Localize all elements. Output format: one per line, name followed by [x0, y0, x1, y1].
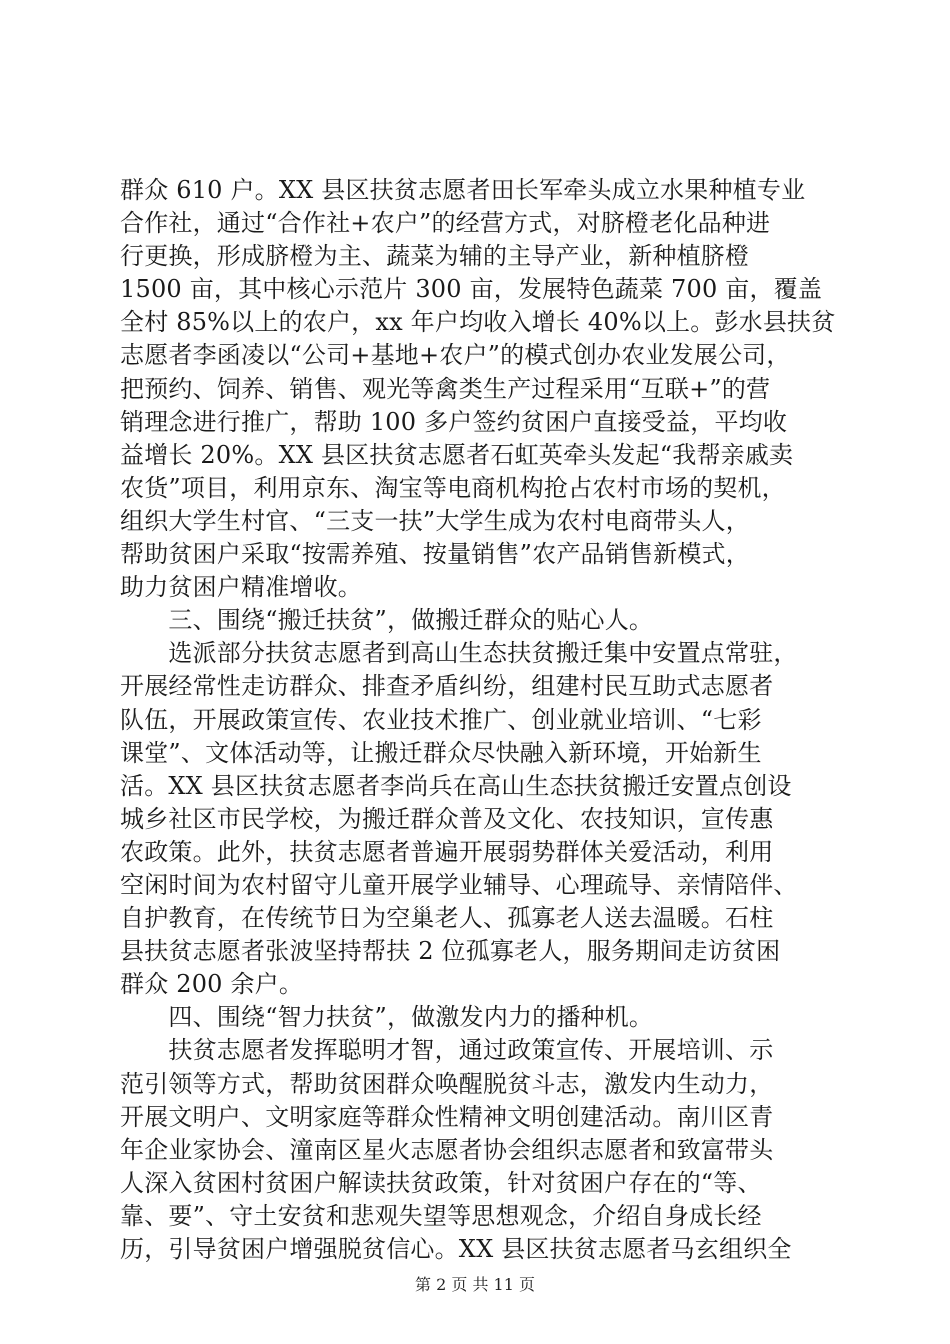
body-line: 群众 200 余户。 [120, 970, 304, 999]
body-line: 开展文明户、文明家庭等群众性精神文明创建活动。南川区青 [120, 1102, 774, 1131]
body-line: 助力贫困户精准增收。 [120, 573, 362, 602]
section-heading: 四、围绕“智力扶贫”，做激发内力的播种机。 [120, 1003, 654, 1032]
page-footer [0, 1272, 950, 1295]
body-line: 益增长 20%。XX 县区扶贫志愿者石虹英牵头发起“我帮亲戚卖 [120, 440, 794, 469]
body-line: 合作社，通过“合作社+农户”的经营方式，对脐橙老化品种进 [120, 209, 771, 238]
page-number: 第 2 页 共 11 页 [415, 1275, 535, 1294]
document-body [120, 174, 840, 1266]
body-line: 全村 85%以上的农户，xx 年户均收入增长 40%以上。彭水县扶贫 [120, 308, 836, 337]
body-line: 活。XX 县区扶贫志愿者李尚兵在高山生态扶贫搬迁安置点创设 [120, 771, 792, 800]
body-line: 县扶贫志愿者张波坚持帮扶 2 位孤寡老人，服务期间走访贫困 [120, 937, 781, 966]
body-line: 靠、要”、守土安贫和悲观失望等思想观念，介绍自身成长经 [120, 1201, 762, 1230]
body-line: 人深入贫困村贫困户解读扶贫政策，针对贫困户存在的“等、 [120, 1168, 762, 1197]
body-line: 群众 610 户。XX 县区扶贫志愿者田长军牵头成立水果种植专业 [120, 176, 806, 204]
body-line: 年企业家协会、潼南区星火志愿者协会组织志愿者和致富带头 [120, 1135, 774, 1164]
body-line: 选派部分扶贫志愿者到高山生态扶贫搬迁集中安置点常驻， [120, 639, 798, 668]
body-line: 帮助贫困户采取“按需养殖、按量销售”农产品销售新模式， [120, 540, 750, 569]
body-line: 范引领等方式，帮助贫困群众唤醒脱贫斗志，激发内生动力， [120, 1069, 774, 1098]
body-line: 志愿者李函凌以“公司+基地+农户”的模式创办农业发展公司， [120, 341, 791, 370]
body-line: 开展经常性走访群众、排查矛盾纠纷，组建村民互助式志愿者 [120, 672, 774, 701]
body-line: 城乡社区市民学校，为搬迁群众普及文化、农技知识，宣传惠 [120, 804, 774, 833]
body-line: 课堂”、文体活动等，让搬迁群众尽快融入新环境，开始新生 [120, 738, 762, 767]
body-line: 自护教育，在传统节日为空巢老人、孤寡老人送去温暖。石柱 [120, 904, 774, 933]
body-line: 把预约、饲养、销售、观光等禽类生产过程采用“互联+”的营 [120, 374, 771, 403]
body-line: 农政策。此外，扶贫志愿者普遍开展弱势群体关爱活动，利用 [120, 837, 774, 866]
body-line: 队伍，开展政策宣传、农业技术推广、创业就业培训、“七彩 [120, 705, 762, 734]
body-line: 1500 亩，其中核心示范片 300 亩，发展特色蔬菜 700 亩，覆盖 [120, 275, 823, 304]
body-line: 空闲时间为农村留守儿童开展学业辅导、心理疏导、亲情陪伴、 [120, 870, 798, 899]
body-line: 历，引导贫困户增强脱贫信心。XX 县区扶贫志愿者马玄组织全 [120, 1235, 792, 1263]
section-heading: 三、围绕“搬迁扶贫”，做搬迁群众的贴心人。 [120, 606, 654, 635]
body-line: 行更换，形成脐橙为主、蔬菜为辅的主导产业，新种植脐橙 [120, 242, 750, 271]
body-line: 农货”项目，利用京东、淘宝等电商机构抢占农村市场的契机， [120, 473, 786, 502]
body-line: 组织大学生村官、“三支一扶”大学生成为农村电商带头人， [120, 506, 750, 535]
body-line: 销理念进行推广，帮助 100 多户签约贫困户直接受益，平均收 [120, 407, 788, 436]
body-line: 扶贫志愿者发挥聪明才智，通过政策宣传、开展培训、示 [120, 1036, 774, 1065]
